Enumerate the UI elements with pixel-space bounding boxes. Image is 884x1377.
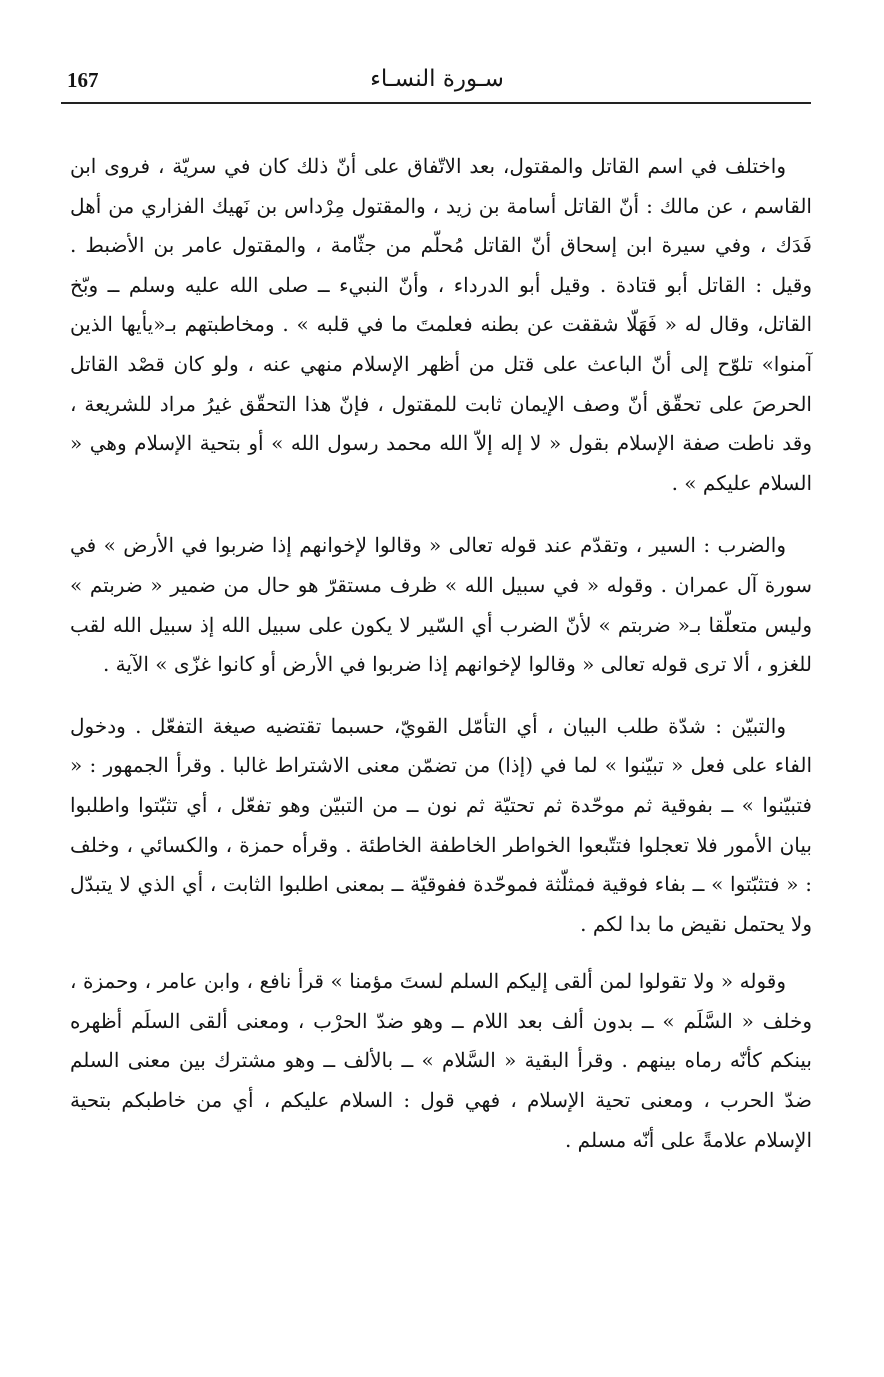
surah-title: سـورة النسـاء: [370, 66, 504, 92]
paragraph-killer-identity: واختلف في اسم القاتل والمقتول، بعد الاتّفاق على أنّ ذلك كان في سريّة ، فروى ابن القاسم ، عن مالك : أنّ القاتل أسامة بن زيد ، والمقتول مِرْداس بن نَهيك الفزاري من أهل فَدَك ، وفي سيرة ابن إسحاق أنّ القاتل مُحلّم من جثّامة ، والمقتول عامر بن الأضبط . وقيل : القاتل أبو قتادة . وقيل أبو الدرداء ، وأنّ النبيء ــ صلى الله عليه وسلم ــ وبّخ القاتل، وقال له « فَهَلّا شققت عن بطنه فعلمتَ ما في قلبه » . ومخاطبتهم بـ«يأيها الذين آمنوا» تلوّح إلى أنّ الباعث على قتل من أظهر الإسلام منهي عنه ، ولو كان قصْد القاتل الحرصَ على تحقّق أنّ وصف الإيمان ثابت للمقتول ، فإنّ هذا التحقّق غيرُ مراد للشريعة ، وقد ناطت صفة الإسلام بقول « لا إله إلاّ الله محمد رسول الله » أو بتحية الإسلام وهي « السلام عليكم » .: [70, 154, 812, 495]
paragraph-salam-readings: وقوله « ولا تقولوا لمن ألقى إليكم السلم لستَ مؤمنا » قرأ نافع ، وابن عامر ، وحمزة ، وخلف « السَّلَم » ــ بدون ألف بعد اللام ــ وهو ضدّ الحرْب ، ومعنى ألقى السلَم أظهره بينكم كأنّه رماه بينهم . وقرأ البقية « السَّلام » ــ بالألف ــ وهو مشترك بين معنى السلم ضدّ الحرب ، ومعنى تحية الإسلام ، فهي قول : السلام عليكم ، أي من خاطبكم بتحية الإسلام علامةً على أنّه مسلم .: [70, 969, 812, 1152]
paragraph-darb-meaning: والضرب : السير ، وتقدّم عند قوله تعالى « وقالوا لإخوانهم إذا ضربوا في الأرض » في سورة آل عمران . وقوله « في سبيل الله » ظرف مستقرّ هو حال من ضمير « ضربتم » وليس متعلّقا بـ« ضربتم » لأنّ الضرب أي السّير لا يكون على سبيل الله إذ سبيل الله لقب للغزو ، ألا ترى قوله تعالى « وقالوا لإخوانهم إذا ضربوا في الأرض أو كانوا غزّى » الآية .: [70, 533, 812, 677]
header-divider: [61, 102, 811, 104]
page-body: [70, 147, 812, 1160]
paragraph-tabayyun-meaning: والتبيّن : شدّة طلب البيان ، أي التأمّل القويّ، حسبما تقتضيه صيغة التفعّل . ودخول الفاء على فعل « تبيّنوا » لما في (إذا) من تضمّن معنى الاشتراط غالبا . وقرأ الجمهور : « فتبيّنوا » ــ بفوقية ثم موحّدة ثم تحتيّة ثم نون ــ من التبيّن وهو تفعّل ، أي تثبّتوا واطلبوا بيان الأمور فلا تعجلوا فتتّبعوا الخواطر الخاطفة الخاطئة . وقرأه حمزة ، والكسائي ، وخلف : « فتثبّتوا » ــ بفاء فوقية فمثلّثة فموحّدة ففوقيّة ــ بمعنى اطلبوا الثابت ، أي الذي لا يتبدّل ولا يحتمل نقيض ما بدا لكم .: [70, 713, 812, 936]
page-number: 167: [67, 68, 99, 92]
running-header: [63, 60, 811, 100]
